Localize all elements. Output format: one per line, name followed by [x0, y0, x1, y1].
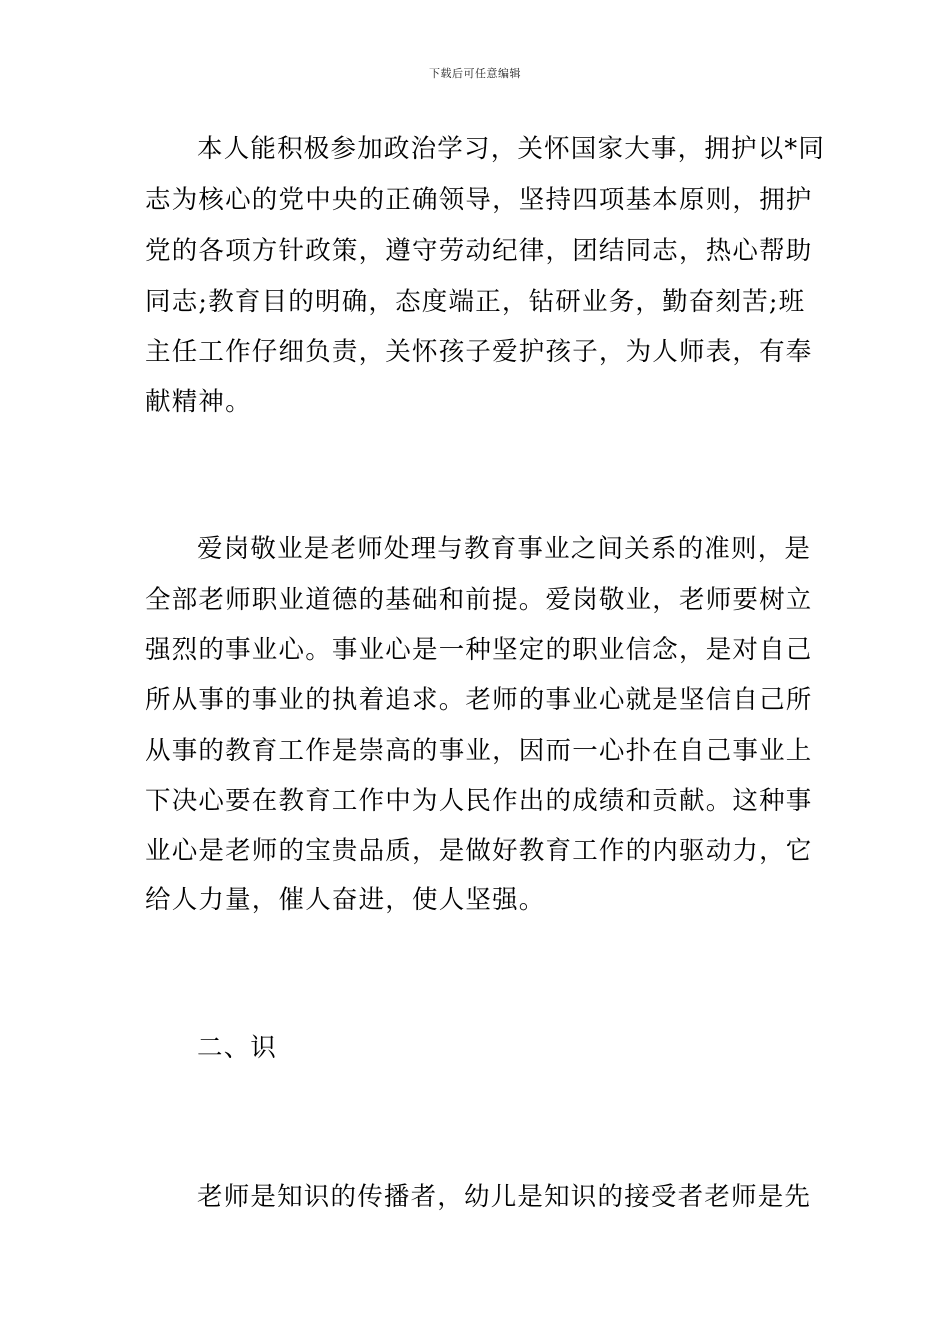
- paragraph-line: 下决心要在教育工作中为人民作出的成绩和贡献。这种事: [145, 786, 813, 816]
- paragraph-line: 业心是老师的宝贵品质，是做好教育工作的内驱动力，它: [145, 836, 813, 866]
- paragraph-line: 主任工作仔细负责，关怀孩子爱护孩子，为人师表，有奉: [145, 337, 813, 367]
- paragraph-line: 同志;教育目的明确，态度端正，钻研业务，勤奋刻苦;班: [145, 287, 806, 317]
- paragraph-line: 给人力量，催人奋进，使人坚强。: [145, 885, 546, 915]
- section-heading: 二、识: [197, 1033, 278, 1063]
- paragraph-line: 强烈的事业心。事业心是一种坚定的职业信念，是对自己: [145, 635, 813, 665]
- paragraph-line: 志为核心的党中央的正确领导，坚持四项基本原则，拥护: [145, 185, 813, 215]
- paragraph-line: 爱岗敬业是老师处理与教育事业之间关系的准则，是: [197, 534, 812, 564]
- page-header: 下载后可任意编辑: [429, 67, 521, 80]
- paragraph-line: 老师是知识的传播者，幼儿是知识的接受者老师是先: [197, 1182, 812, 1212]
- paragraph-line: 本人能积极参加政治学习，关怀国家大事，拥护以*同: [197, 134, 826, 164]
- paragraph-line: 党的各项方针政策，遵守劳动纪律，团结同志，热心帮助: [145, 236, 813, 266]
- paragraph-line: 献精神。: [145, 387, 252, 417]
- paragraph-line: 全部老师职业道德的基础和前提。爱岗敬业，老师要树立: [145, 585, 813, 615]
- paragraph-line: 所从事的事业的执着追求。老师的事业心就是坚信自己所: [145, 685, 813, 715]
- paragraph-line: 从事的教育工作是崇高的事业，因而一心扑在自己事业上: [145, 736, 813, 766]
